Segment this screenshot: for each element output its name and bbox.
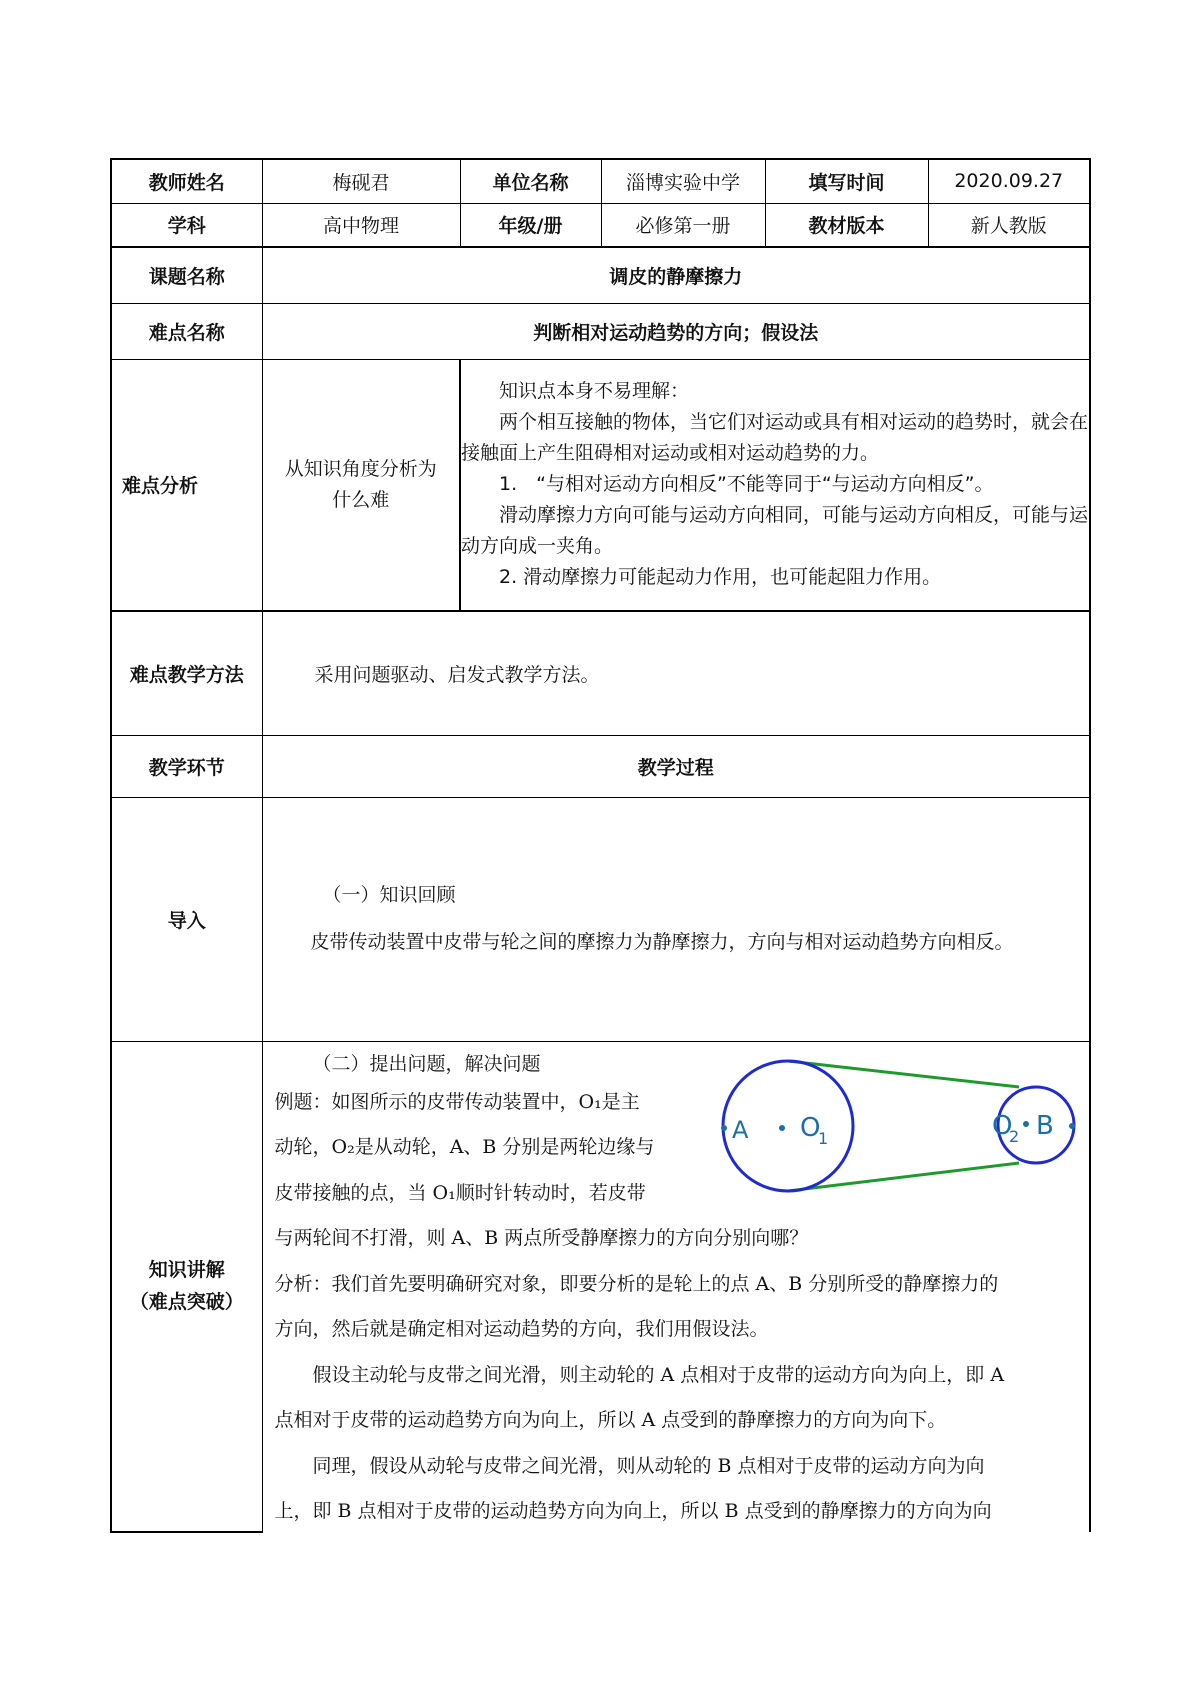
similarly-line-1: 同理，假设从动轮与皮带之间光滑，则从动轮的 B 点相对于皮带的运动方向为向 (312, 1454, 985, 1477)
difficulty-value: 判断相对运动趋势的方向；假设法 (262, 303, 1090, 359)
label-a: A (731, 1115, 748, 1144)
subject-value: 高中物理 (262, 203, 460, 247)
lecture-heading: （二）提出问题，解决问题 (312, 1052, 541, 1075)
lecture-label (111, 1041, 262, 1532)
analysis-label: 难点分析 (111, 359, 262, 611)
teacher-value: 梅砚君 (262, 159, 460, 203)
analysis-text-line-2: 方向，然后就是确定相对运动趋势的方向，我们用假设法。 (274, 1318, 769, 1340)
header-row-2 (111, 203, 1090, 247)
teacher-label: 教师姓名 (111, 159, 262, 203)
center-o1-dot (779, 1125, 785, 1131)
analysis-row (111, 359, 1090, 611)
unit-label: 单位名称 (460, 159, 601, 203)
topic-value: 调皮的静摩擦力 (262, 247, 1090, 303)
intro-text: 皮带传动装置中皮带与轮之间的摩擦力为静摩擦力，方向与相对运动趋势方向相反。 (310, 931, 1014, 953)
analysis-content (460, 359, 1090, 611)
analysis-line-4: 滑动摩擦力方向可能与运动方向相同，可能与运动方向相反，可能与运动方向成一夹角。 (461, 504, 1089, 558)
point-a-dot (721, 1125, 727, 1131)
method-row (111, 611, 1090, 735)
example-line-1: 例题：如图所示的皮带传动装置中，O₁是主 (274, 1090, 640, 1113)
edition-label: 教材版本 (765, 203, 928, 247)
unit-value: 淄博实验中学 (601, 159, 765, 203)
intro-label: 导入 (111, 797, 262, 1041)
analysis-text-line-1: 分析：我们首先要明确研究对象，即要分析的是轮上的点 A、B 分别所受的静摩擦力的 (274, 1272, 999, 1295)
belt-drive-figure (710, 1054, 1090, 1200)
difficulty-row (111, 303, 1090, 359)
topic-label: 课题名称 (111, 247, 262, 303)
process-value: 教学过程 (262, 735, 1090, 797)
grade-label: 年级/册 (460, 203, 601, 247)
assumption-line-2: 点相对于皮带的运动趋势方向为向上，所以 A 点受到的静摩擦力的方向为向下。 (274, 1409, 947, 1431)
similarly-line-2: 上，即 B 点相对于皮带的运动趋势方向为向上，所以 B 点受到的静摩擦力的方向为向 (274, 1500, 992, 1522)
label-b: B (1035, 1110, 1054, 1141)
difficulty-label: 难点名称 (111, 303, 262, 359)
edition-value: 新人教版 (928, 203, 1090, 247)
method-value: 采用问题驱动、启发式教学方法。 (262, 611, 1090, 735)
date-value: 2020.09.27 (928, 159, 1090, 203)
analysis-line-5: 2. 滑动摩擦力可能起动力作用，也可能起阻力作用。 (499, 566, 942, 589)
center-o2-dot (1023, 1121, 1029, 1127)
point-b-dot (1069, 1123, 1075, 1129)
lecture-label-line-2: （难点突破） (129, 1291, 244, 1313)
process-label: 教学环节 (111, 735, 262, 797)
label-o1: O (799, 1112, 820, 1143)
example-line-3: 皮带接触的点，当 O₁顺时针转动时，若皮带 (274, 1181, 646, 1204)
analysis-sub-label: 从知识角度分析为什么难 (262, 359, 460, 611)
subject-label: 学科 (111, 203, 262, 247)
method-label: 难点教学方法 (111, 611, 262, 735)
header-row-1 (111, 159, 1090, 203)
intro-content (262, 797, 1090, 1041)
date-label: 填写时间 (765, 159, 928, 203)
intro-heading: （一）知识回顾 (322, 884, 456, 906)
analysis-line-1: 知识点本身不易理解： (499, 380, 690, 403)
lecture-content (262, 1041, 1090, 1532)
lecture-label-line-1: 知识讲解 (148, 1259, 225, 1281)
label-o2: O (991, 1110, 1012, 1141)
example-line-4: 与两轮间不打滑，则 A、B 两点所受静摩擦力的方向分别向哪？ (274, 1227, 809, 1249)
label-o1-sub: 1 (817, 1128, 828, 1148)
process-header-row (111, 735, 1090, 797)
assumption-line-1: 假设主动轮与皮带之间光滑，则主动轮的 A 点相对于皮带的运动方向为向上，即 A (312, 1363, 1005, 1386)
analysis-line-3: 1. “与相对运动方向相反”不能等同于“与运动方向相反”。 (499, 473, 994, 496)
label-o2-sub: 2 (1008, 1126, 1019, 1146)
lesson-plan-table (110, 158, 1091, 1533)
intro-row (111, 797, 1090, 1041)
belt-upper (788, 1061, 1019, 1087)
topic-row (111, 247, 1090, 303)
grade-value: 必修第一册 (601, 203, 765, 247)
example-line-2: 动轮，O₂是从动轮，A、B 分别是两轮边缘与 (274, 1136, 655, 1158)
belt-lower (788, 1163, 1019, 1191)
analysis-line-2: 两个相互接触的物体，当它们对运动或具有相对运动的趋势时，就会在接触面上产生阻碍相对运动或相对运动趋势的力。 (461, 411, 1089, 465)
lecture-row (111, 1041, 1090, 1532)
